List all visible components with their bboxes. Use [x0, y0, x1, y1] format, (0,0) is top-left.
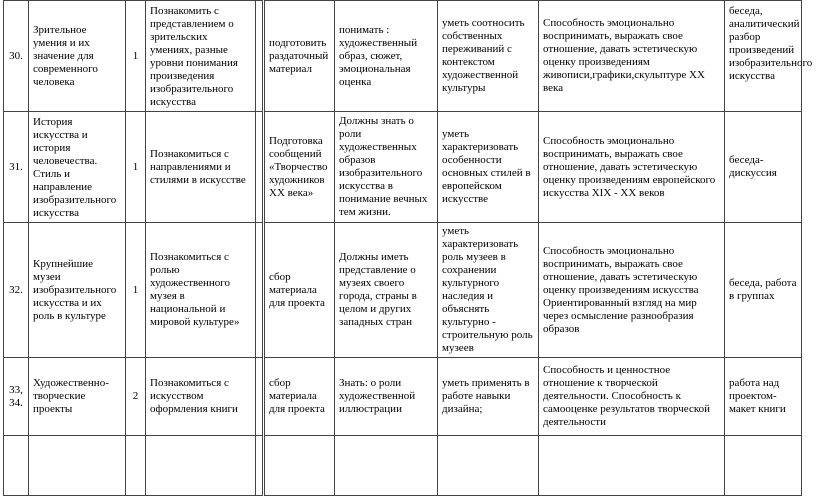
personal-results-cell: Способность эмоционально воспринимать, выражать свое отношение, давать эстетическую оценку произведениям европейского искусства XIX - XX веков [539, 112, 725, 223]
row-number: 30. [4, 1, 29, 112]
empty-cell [438, 436, 539, 496]
lesson-form-cell: работа над проектом-макет книги [725, 358, 802, 436]
spacer-cell [256, 358, 264, 436]
lesson-title: Крупнейшие музеи изобразительного искусства и их роль в культуре [29, 223, 126, 358]
row-number: 31. [4, 112, 29, 223]
knowledge-cell: Должны знать о роли художественных образов изобразительного искусства в понимание вечных тем жизни. [335, 112, 438, 223]
personal-results-cell: Способность эмоционально воспринимать, выражать свое отношение, давать эстетическую оценку произведениям искусства Ориентированный взгляд на мир через осмысление разнообразия образов [539, 223, 725, 358]
empty-cell [29, 436, 126, 496]
spacer-cell [256, 436, 264, 496]
empty-cell [264, 436, 335, 496]
lesson-goal: Познакомиться с направлениями и стилями в искусстве [146, 112, 256, 223]
knowledge-cell: понимать : художественный образ, сюжет, эмоциональная оценка [335, 1, 438, 112]
lesson-goal: Познакомиться с искусством оформления книги [146, 358, 256, 436]
lesson-form-cell: беседа, работа в группах [725, 223, 802, 358]
lesson-title: Зрительное умения и их значение для современного человека [29, 1, 126, 112]
knowledge-cell: Знать: о роли художественной иллюстрации [335, 358, 438, 436]
lesson-title: Художественно-творческие проекты [29, 358, 126, 436]
lesson-title: История искусства и история человечества. Стиль и направление изобразительного искусства [29, 112, 126, 223]
hours-cell: 1 [126, 1, 146, 112]
empty-cell [146, 436, 256, 496]
row-number: 32. [4, 223, 29, 358]
row-number: 33, 34. [4, 358, 29, 436]
personal-results-cell: Способность и ценностное отношение к творческой деятельности. Способность к самооценке результатов творческой деятельности [539, 358, 725, 436]
lesson-plan-table [3, 0, 813, 496]
materials-cell: Подготовка сообщений «Творчество художников XX века» [264, 112, 335, 223]
empty-cell [4, 436, 29, 496]
table-row [4, 358, 802, 436]
empty-cell [539, 436, 725, 496]
table-row [4, 112, 802, 223]
materials-cell: сбор материала для проекта [264, 223, 335, 358]
lesson-form-cell: беседа, аналитический разбор произведений изобразительного искусства [725, 1, 802, 112]
lesson-goal: Познакомиться с ролью художественного музея в национальной и мировой культуре» [146, 223, 256, 358]
hours-cell: 1 [126, 223, 146, 358]
personal-results-cell: Способность эмоционально воспринимать, выражать свое отношение, давать эстетическую оценку произведениям живописи,графики,скульптуре XX века [539, 1, 725, 112]
spacer-cell [256, 112, 264, 223]
empty-cell [725, 436, 802, 496]
lesson-form-cell: беседа-дискуссия [725, 112, 802, 223]
hours-cell: 2 [126, 358, 146, 436]
spacer-cell [256, 223, 264, 358]
table-row-empty [4, 436, 802, 496]
knowledge-cell: Должны иметь представление о музеях своего города, страны в целом и других западных стран [335, 223, 438, 358]
materials-cell: сбор материала для проекта [264, 358, 335, 436]
skills-cell: уметь применять в работе навыки дизайна; [438, 358, 539, 436]
table-row [4, 1, 802, 112]
skills-cell: уметь соотносить собственных переживаний с контекстом художественной культуры [438, 1, 539, 112]
lesson-goal: Познакомить с представлением о зрительских умениях, разные уровни понимания произведения изобразительного искусства [146, 1, 256, 112]
table-row [4, 223, 802, 358]
skills-cell: уметь характеризовать роль музеев в сохранении культурного наследия и объяснять культурно - строительную роль музеев [438, 223, 539, 358]
empty-cell [335, 436, 438, 496]
skills-cell: уметь характеризовать особенности основных стилей в европейском искусстве [438, 112, 539, 223]
empty-cell [126, 436, 146, 496]
hours-cell: 1 [126, 112, 146, 223]
spacer-cell [256, 1, 264, 112]
materials-cell: подготовить раздаточный материал [264, 1, 335, 112]
